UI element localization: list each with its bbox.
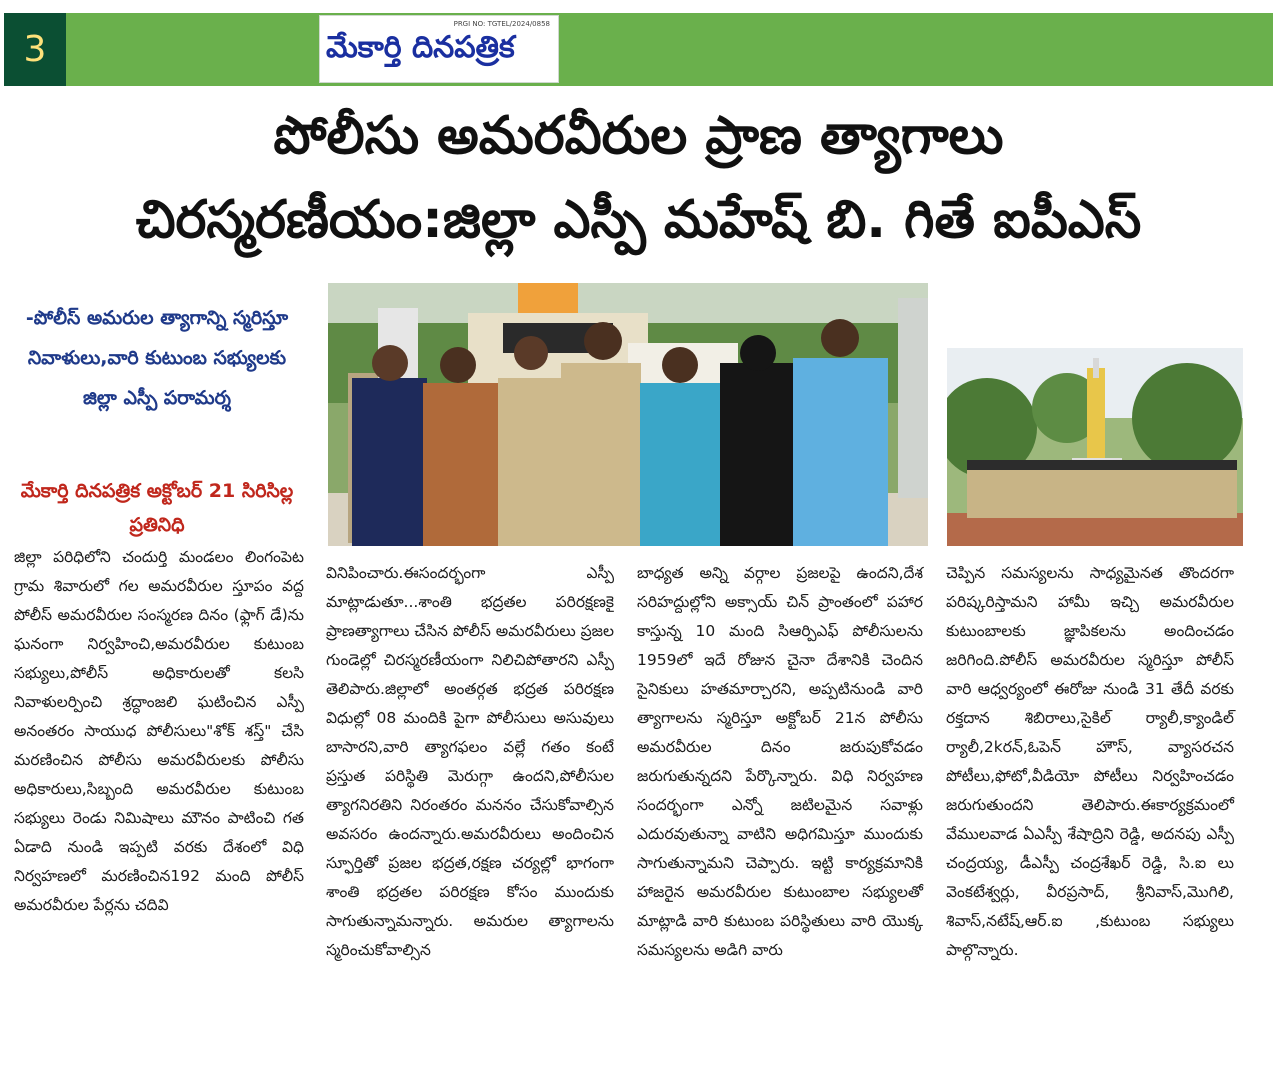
headline-line-1: పోలీసు అమరవీరుల ప్రాణ త్యాగాలు — [273, 106, 1004, 166]
memorial-stupa-photo — [947, 348, 1243, 546]
subheadline: -పోలీస్ అమరుల త్యాగాన్ని స్మరిస్తూ నివాళులు,వారి కుటుంబ సభ్యులకు జిల్లా ఎస్పీ పరామర్శ — [25, 307, 289, 409]
logo-text: మేకార్తి దినపత్రిక — [326, 30, 515, 65]
page-number: 3 — [4, 13, 66, 86]
logo-registration: PRGI NO: TGTEL/2024/0858 — [453, 20, 550, 28]
group-photo-officials — [328, 283, 928, 546]
article-column-2: వినిపించారు.ఈసందర్భంగా ఎస్పీ మాట్లాడుతూ...శాంతి భద్రతల పరిరక్షణకై ప్రాణత్యాగాలు చేసిన పోలీస్ అమరవీరులు ప్రజల గుండెల్లో చిరస్మరణీయంగా నిలిచిపోతారని ఎస్పీ తెలిపారు.జిల్లాలో అంతర్గత భద్రత పరిరక్షణ విధుల్లో 08 మందికి పైగా పోలీసులు అసువులు బాసారని,వారి త్యాగఫలం వల్లే గతం కంటే ప్రస్తుత పరిస్థితి మెరుగ్గా ఉందని,పోలీసుల త్యాగనిరతిని నిరంతరం మననం చేసుకోవాల్సిన అవసరం ఉందన్నారు.అమరవీరులు అందించిన స్ఫూర్తితో ప్రజల భద్రత,రక్షణ చర్యల్లో భాగంగా శాంతి భద్రతల పరిరక్షణ కోసం ముందుకు సాగుతున్నామన్నారు. అమరుల త్యాగాలను స్మరించుకోవాల్సిన — [326, 564, 614, 959]
article-column-4: చెప్పిన సమస్యలను సాధ్యమైనత తొందరగా పరిష్కరిస్తామని హామీ ఇచ్చి అమరవీరుల కుటుంబాలకు జ్ఞాపికలను అందించడం జరిగింది.పోలీస్ అమరవీరుల స్మరిస్తూ పోలీస్ వారి ఆధ్వర్యంలో ఈరోజు నుండి 31 తేదీ వరకు రక్తదాన శిబిరాలు,సైకిల్ ర్యాలీ,క్యాండిల్ ర్యాలీ,2kరన్,ఓపెన్ హౌస్, వ్యాసరచన పోటీలు,ఫోటో,వీడియో పోటీలు నిర్వహించడం జరుగుతుందని తెలిపారు.ఈకార్యక్రమంలో వేములవాడ ఏఎస్పీ శేషాద్రిని రెడ్డి, అదనపు ఎస్పీ చంద్రయ్య, డీఎస్పీ చంద్రశేఖర్ రెడ్డి, సి.ఐ లు వెంకటేశ్వర్లు, వీరప్రసాద్, శ్రీనివాస్,మొగిలి, శివాస్,నటేష్,ఆర్.ఐ ,కుటుంబ సభ్యులు పాల్గొన్నారు. — [946, 564, 1234, 959]
article-column-1: జిల్లా పరిధిలోని చందుర్తి మండలం లింగంపెట గ్రామ శివారులో గల అమరవీరుల స్తూపం వద్ద పోలీస్ అమరవీరుల సంస్మరణ దినం (ఫ్లాగ్ డే)ను ఘనంగా నిర్వహించి,అమరవీరుల కుటుంబ సభ్యులు,పోలీస్ అధికారులతో కలసి నివాళులర్పించి శ్రద్ధాంజలి ఘటించిన ఎస్పీ అనంతరం సాయుధ పోలీసులు"శోక్ శస్త్" చేసి మరణించిన పోలీసు అమరవీరులకు పోలీసు అధికారులు,సిబ్బంది అమరవీరుల కుటుంబ సభ్యులు రెండు నిమిషాలు మౌనం పాటించి గత ఏడాది నుండి ఇప్పటి వరకు దేశంలో విధి నిర్వహణలో మరణించిన192 మంది పోలీస్ అమరవీరుల పేర్లను చదివి — [14, 548, 304, 914]
newspaper-logo — [319, 15, 559, 83]
dateline: మేకార్తి దినపత్రిక అక్టోబర్ 21 సిరిసిల్ల ప్రతినిధి — [20, 480, 294, 536]
headline-line-2: చిరస్మరణీయం:జిల్లా ఎస్పీ మహేష్ బి. గితే ఐపీఎస్ — [135, 190, 1142, 250]
masthead-bar — [4, 13, 1273, 86]
article-column-3: బాధ్యత అన్ని వర్గాల ప్రజలపై ఉందని,దేశ సరిహద్దుల్లోని అక్సాయ్ చిన్ ప్రాంతంలో పహార కాస్తున్న 10 మంది సిఆర్పిఎఫ్ పోలీసులను 1959లో ఇదే రోజున చైనా దేశానికి చెందిన సైనికులు హతమార్చారని, అప్పటినుండి వారి త్యాగాలను స్మరిస్తూ అక్టోబర్ 21న పోలీసు అమరవీరుల దినం జరుపుకోవడం జరుగుతున్నదని పేర్కొన్నారు. విధి నిర్వహణ సందర్భంగా ఎన్నో జటిలమైన సవాళ్లు ఎదురవుతున్నా వాటిని అధిగమిస్తూ ముందుకు సాగుతున్నామని చెప్పారు. ఇట్టి కార్యక్రమానికి హాజరైన అమరవీరుల కుటుంబాల సభ్యులతో మాట్లాడి వారి కుటుంబ పరిస్థితులు వారి యొక్క సమస్యలను అడిగి వారు — [637, 564, 923, 959]
